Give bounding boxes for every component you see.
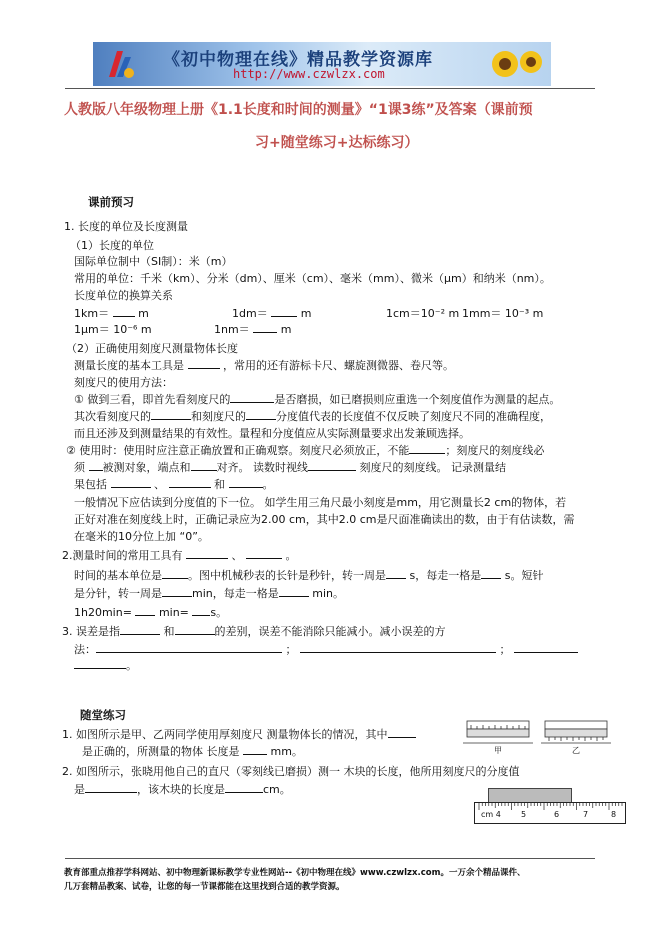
conversion-um: 1μm＝ 10⁻⁶ m (74, 323, 152, 336)
ruler-label-8: 8 (611, 810, 617, 819)
blank-field[interactable] (151, 409, 191, 420)
blank-field[interactable] (120, 624, 160, 635)
footer-rule (65, 858, 595, 859)
blank-field[interactable] (279, 586, 309, 597)
ruler-label-7: 7 (583, 810, 589, 819)
blank-field[interactable] (111, 477, 151, 488)
blank-field[interactable] (388, 727, 416, 738)
header-rule (65, 88, 595, 89)
blank-field[interactable] (192, 605, 210, 616)
sunflower-icon (485, 44, 545, 84)
blank-field[interactable] (85, 782, 137, 793)
blank-field[interactable] (229, 477, 263, 488)
usage-line-3: 而且还涉及到测量结果的有效性。量程和分度值应从实际测量要求出发兼顾选择。 (74, 427, 470, 440)
time-line-3: 1h20min= min= s。 (74, 606, 228, 619)
footer-line-1: 教育部重点推荐学科网站、初中物理新课标教学专业性网站--《初中物理在线》www.czwlzx.com。一万余个精品课件、 (64, 868, 526, 878)
ruler-label-4: cm 4 (481, 810, 501, 819)
blank-field[interactable] (225, 782, 263, 793)
blank-field[interactable] (162, 586, 192, 597)
subheading-ruler: （2）正确使用刻度尺测量物体长度 (66, 342, 238, 355)
blank-field[interactable] (191, 460, 217, 471)
section-heading-practice: 随堂练习 (80, 708, 126, 722)
ruler-usage-heading: 刻度尺的使用方法： (74, 376, 173, 389)
banner-url[interactable]: http://www.czwlzx.com (233, 67, 385, 81)
practice-1-line-2: 是正确的，所测量的物体 长度是 mm。 (82, 745, 303, 758)
usage-line-2: 其次看刻度尺的 和刻度尺的 分度值代表的长度值不仅反映了刻度尺不同的准确程度， (74, 410, 551, 423)
blank-field[interactable] (186, 548, 228, 559)
thick-ruler-figure (463, 715, 613, 749)
question-3-end: 。 (74, 657, 137, 673)
blank-field[interactable] (246, 409, 276, 420)
figure-label-a: 甲 (494, 746, 502, 755)
question-3-methods: 法： ； ； (74, 641, 578, 657)
usage-line-1: ① 做到三看，即首先看刻度尺的 是否磨损，如已磨损则应重选一个刻度值作为测量的起点。 (74, 393, 561, 406)
blank-field[interactable] (481, 568, 501, 579)
blank-field[interactable] (230, 392, 274, 403)
usage-line-6: 果包括 、 和 。 (74, 478, 274, 491)
conversion-dm: 1dm＝ m (232, 307, 312, 320)
blank-field[interactable] (514, 642, 578, 653)
conversion-km: 1km＝ m (74, 307, 149, 320)
blank-field[interactable] (300, 642, 496, 653)
blank-field[interactable] (271, 306, 297, 317)
question-3: 3. 误差是指 和 的差别，误差不能消除只能减小。减小误差的方 (62, 625, 446, 638)
document-title-line1: 人教版八年级物理上册《1.1长度和时间的测量》“1课3练”及答案（课前预 (64, 102, 533, 118)
blank-field[interactable] (74, 658, 126, 669)
ruler-label-6: 6 (554, 810, 560, 819)
blank-field[interactable] (386, 568, 406, 579)
usage-line-9: 在毫米的10分位上加 “0”。 (74, 530, 209, 543)
practice-2-line-2: 是 ，该木块的长度是 cm。 (74, 783, 291, 796)
time-line-1: 时间的基本单位是 。图中机械秒表的长针是秒针，转一周是 s，每走一格是 s。短针 (74, 569, 544, 582)
practice-2-line-1: 2. 如图所示，张晓用他自己的直尺（零刻线已磨损）测一 木块的长度，他所用刻度尺的分度值 (62, 765, 520, 778)
blank-field[interactable] (308, 460, 356, 471)
blank-field[interactable] (96, 642, 282, 653)
ruler-figure (474, 802, 626, 824)
subheading-units: （1）长度的单位 (70, 239, 154, 252)
basic-tool-text: 测量长度的基本工具是 ，常用的还有游标卡尺、螺旋测微器、卷尺等。 (74, 359, 454, 372)
figure-label-b: 乙 (572, 746, 580, 755)
si-unit-text: 国际单位制中（SI制）：米（m） (74, 255, 233, 268)
conversion-cm: 1cm＝10⁻² m (386, 307, 460, 320)
blank-field[interactable] (243, 744, 267, 755)
logo-icon (103, 47, 137, 81)
footer-line-2: 几万套精品教案、试卷，让您的每一节课都能在这里找到合适的教学资源。 (64, 882, 345, 892)
usage-line-8: 正好对准在刻度线上时，正确记录应为2.00 cm，其中2.0 cm是尺面准确读出的数，由于有估读数，需 (74, 513, 575, 526)
blank-field[interactable] (89, 460, 103, 471)
usage-line-7: 一般情况下应估读到分度值的下一位。 如学生用三角尺最小刻度是mm，用它测量长2 cm的物体，若 (74, 496, 567, 509)
blank-field[interactable] (409, 443, 445, 454)
blank-field[interactable] (246, 548, 282, 559)
blank-field[interactable] (162, 568, 188, 579)
ruler-label-5: 5 (521, 810, 527, 819)
common-units-text: 常用的单位：千米（km）、分米（dm）、厘米（cm）、毫米（mm）、微米（μm）和纳米（nm）。 (74, 272, 551, 285)
usage-line-5: 须 被测对象，端点和 对齐。 读数时视线 刻度尺的刻度线。 记录测量结 (74, 461, 506, 474)
blank-field[interactable] (188, 358, 220, 369)
question-1: 1. 长度的单位及长度测量 (64, 220, 188, 233)
usage-line-4: ② 使用时：使用时应注意正确放置和正确观察。刻度尺必须放正，不能 ；刻度尺的刻度线必 (66, 444, 545, 457)
blank-field[interactable] (135, 605, 155, 616)
conversion-mm: 1mm＝ 10⁻³ m (462, 307, 544, 320)
section-heading-preview: 课前预习 (88, 195, 134, 209)
blank-field[interactable] (169, 477, 211, 488)
time-line-2: 是分针，转一周是 min，每走一格是 min。 (74, 587, 344, 600)
question-2: 2.测量时间的常用工具有 、 。 (62, 549, 297, 562)
header-banner (93, 42, 551, 86)
practice-1-line-1: 1. 如图所示是甲、乙两同学使用厚刻度尺 测量物体长的情况，其中 (62, 726, 416, 742)
blank-field[interactable] (253, 322, 277, 333)
document-title-line2: 习+随堂练习+达标练习） (255, 135, 419, 151)
conversion-heading: 长度单位的换算关系 (74, 289, 173, 302)
blank-field[interactable] (175, 624, 215, 635)
blank-field[interactable] (113, 306, 135, 317)
conversion-nm: 1nm＝ m (214, 323, 292, 336)
banner-title: 《初中物理在线》精品教学资源库 (163, 50, 433, 70)
